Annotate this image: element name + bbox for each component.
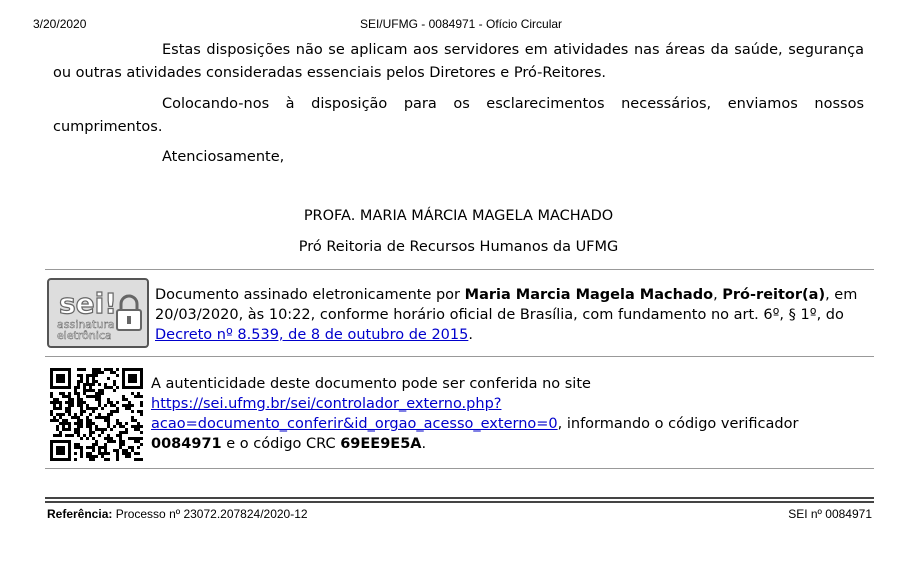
footer-rule: [45, 497, 874, 499]
qr-code-icon: [50, 368, 143, 461]
page-title: SEI/UFMG - 0084971 - Ofício Circular: [359, 17, 563, 31]
verification-url-link[interactable]: https://sei.ufmg.br/sei/controlador_externo.php? acao=documento_conferir&id_orgao_acesso_externo=0: [151, 396, 558, 432]
closing-text: Atenciosamente,: [162, 149, 285, 165]
paragraph-availability: Colocando-nos à disposição para os esclarecimentos necessários, enviamos nossos cumprimentos.: [53, 96, 864, 135]
footer-rule: [45, 501, 874, 503]
reference-line: Referência: Processo nº 23072.207824/2020-12: [47, 507, 308, 521]
sei-logo-sub2: eletrônica: [57, 329, 112, 342]
verifier-code: 0084971: [151, 436, 222, 452]
sei-logo-sub1: assinatura: [57, 318, 115, 331]
divider: [45, 269, 874, 270]
lock-icon: [117, 296, 141, 330]
crc-code: 69EE9E5A: [340, 436, 422, 452]
print-date: 3/20/2020: [33, 17, 87, 31]
sei-logo-word: sei!: [59, 287, 118, 320]
sei-signature-logo: [47, 278, 149, 348]
signer-office: Pró Reitoria de Recursos Humanos da UFMG: [298, 239, 619, 255]
authenticity-statement: A autenticidade deste documento pode ser conferida no site https://sei.ufmg.br/sei/controlador_externo.php? acao=documento_conferir&id_orgao_acesso_externo=0, informando o código verificador 0084971 e o código CRC 69EE9E5A.: [151, 376, 799, 452]
decree-link[interactable]: Decreto nº 8.539, de 8 de outubro de 2015: [155, 327, 469, 343]
sei-logo-icon: [49, 280, 147, 346]
paragraph-exception: Estas disposições não se aplicam aos servidores em atividades nas áreas da saúde, segurança ou outras atividades consideradas essenciais pelos Diretores e Pró-Reitores.: [53, 42, 864, 81]
signer-name: PROFA. MARIA MÁRCIA MAGELA MACHADO: [303, 208, 614, 224]
divider: [45, 468, 874, 469]
divider: [45, 356, 874, 357]
signer-bold: Maria Marcia Magela Machado: [464, 287, 714, 303]
sei-number: SEI nº 0084971: [788, 507, 872, 521]
signer-role: Pró-reitor(a): [722, 287, 826, 303]
signature-statement: Documento assinado eletronicamente por Maria Marcia Magela Machado, Pró-reitor(a), em 20/03/2020, às 10:22, conforme horário oficial de Brasília, com fundamento no art. 6º, § 1º, do Decreto nº 8.539, de 8 de outubro de 2015.: [155, 287, 858, 343]
